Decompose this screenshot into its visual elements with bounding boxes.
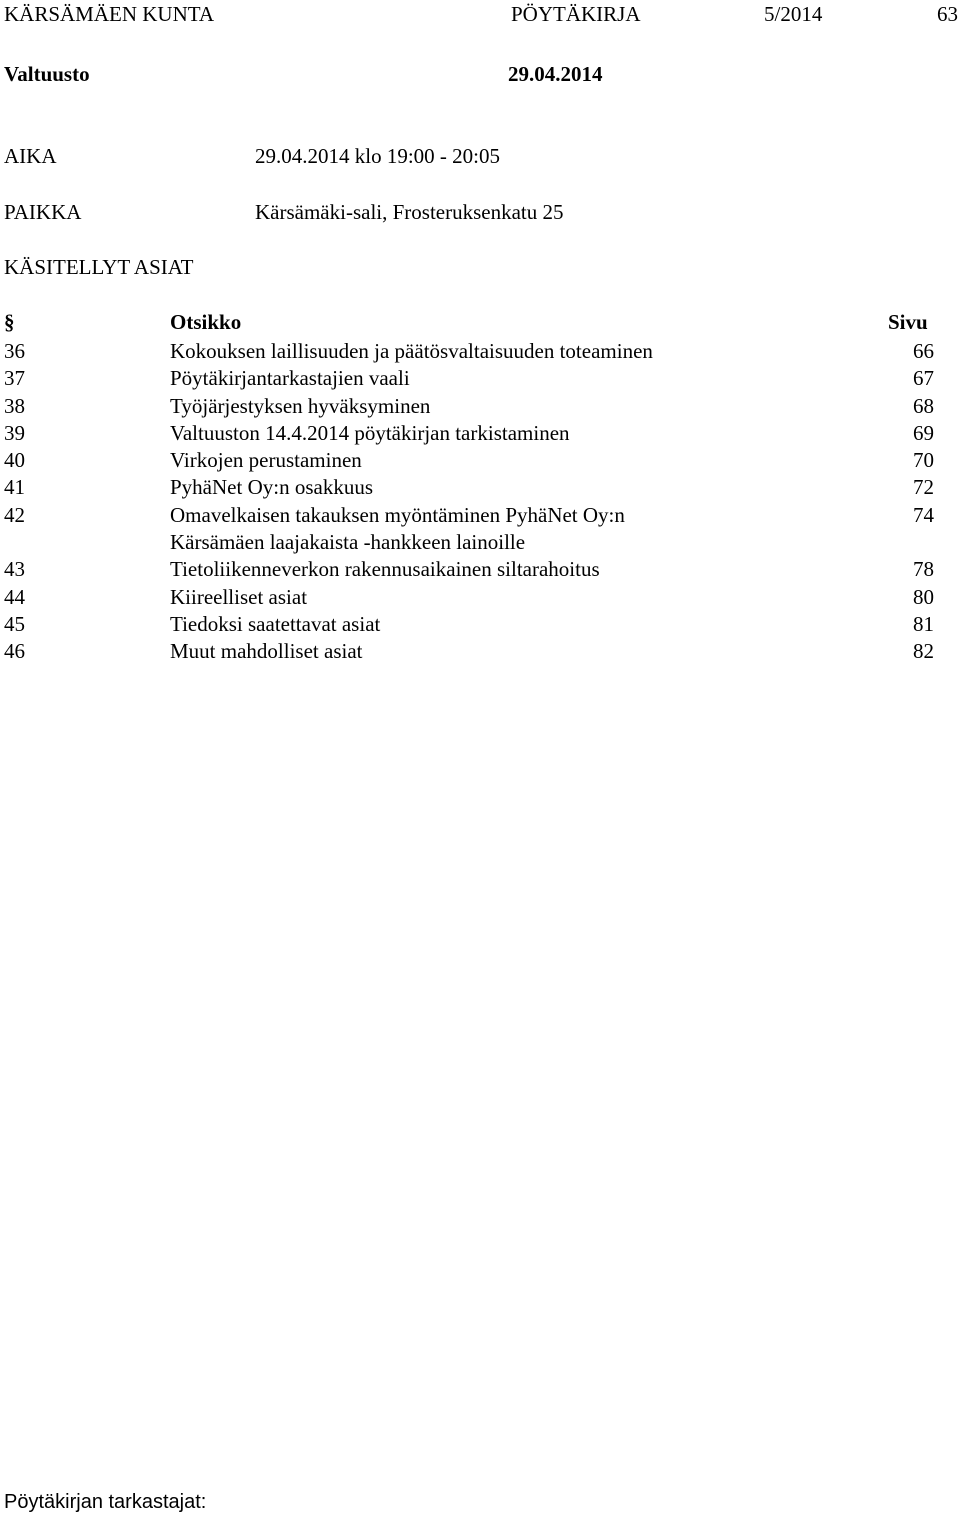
agenda-page: 69 [913, 420, 934, 445]
agenda-title: Työjärjestyksen hyväksyminen [170, 393, 431, 418]
agenda-row [0, 420, 960, 447]
agenda-row [0, 584, 960, 611]
agenda-row [0, 502, 960, 529]
agenda-number: 41 [4, 475, 25, 500]
place-value: Kärsämäki-sali, Frosteruksenkatu 25 [255, 200, 564, 224]
agenda-heading: KÄSITELLYT ASIAT [4, 255, 194, 279]
agenda-page: 66 [913, 339, 934, 363]
time-label: AIKA [4, 144, 57, 168]
agenda-page: 70 [913, 448, 934, 473]
agenda-title: Tiedoksi saatettavat asiat [170, 611, 381, 636]
agenda-page: 78 [913, 557, 934, 582]
agenda-row [0, 556, 960, 583]
section-symbol: § [4, 310, 15, 334]
agenda-title: Valtuuston 14.4.2014 pöytäkirjan tarkistaminen [170, 420, 570, 445]
agenda-page: 74 [913, 502, 934, 527]
agenda-row [0, 638, 960, 665]
agenda-title: PyhäNet Oy:n osakkuus [170, 475, 373, 500]
agenda-page: 72 [913, 475, 934, 500]
document-type: PÖYTÄKIRJA [511, 2, 641, 26]
agenda-number: 37 [4, 366, 25, 391]
agenda-number: 42 [4, 502, 25, 527]
agenda-title: Kokouksen laillisuuden ja päätösvaltaisuuden toteaminen [170, 339, 653, 363]
place-label: PAIKKA [4, 200, 82, 224]
document-number: 5/2014 [764, 2, 823, 26]
agenda-number: 39 [4, 420, 25, 445]
agenda-title: Virkojen perustaminen [170, 448, 362, 473]
agenda-number: 44 [4, 584, 25, 609]
agenda-row-continuation [0, 529, 960, 556]
agenda-title: Tietoliikenneverkon rakennusaikainen siltarahoitus [170, 557, 600, 582]
agenda-page: 80 [913, 584, 934, 609]
agenda-number: 46 [4, 639, 25, 664]
meeting-body: Valtuusto [4, 62, 90, 86]
agenda-number: 36 [4, 339, 25, 363]
column-header-page: Sivu [888, 310, 928, 334]
agenda-row [0, 474, 960, 501]
agenda-row [0, 338, 960, 365]
time-value: 29.04.2014 klo 19:00 - 20:05 [255, 144, 500, 168]
page-number: 63 [937, 2, 958, 26]
column-header-title: Otsikko [170, 310, 242, 334]
agenda-number: 43 [4, 557, 25, 582]
agenda-row [0, 611, 960, 638]
agenda-title: Pöytäkirjantarkastajien vaali [170, 366, 410, 391]
agenda-title: Omavelkaisen takauksen myöntäminen PyhäNet Oy:n [170, 502, 625, 527]
agenda-number: 40 [4, 448, 25, 473]
inspectors-label: Pöytäkirjan tarkastajat: [4, 1491, 207, 1513]
agenda-title: Kärsämäen laajakaista -hankkeen lainoille [170, 530, 526, 555]
agenda-page: 67 [913, 366, 934, 391]
agenda-number: 38 [4, 393, 25, 418]
agenda-number: 45 [4, 611, 25, 636]
agenda-title: Muut mahdolliset asiat [170, 639, 363, 664]
agenda-row [0, 365, 960, 392]
agenda-page: 81 [913, 611, 934, 636]
agenda-row [0, 447, 960, 474]
agenda-page: 82 [913, 639, 934, 664]
organization-name: KÄRSÄMÄEN KUNTA [4, 2, 215, 26]
agenda-list [0, 338, 960, 666]
agenda-title: Kiireelliset asiat [170, 584, 308, 609]
meeting-date: 29.04.2014 [508, 62, 603, 86]
agenda-row [0, 393, 960, 420]
agenda-page: 68 [913, 393, 934, 418]
